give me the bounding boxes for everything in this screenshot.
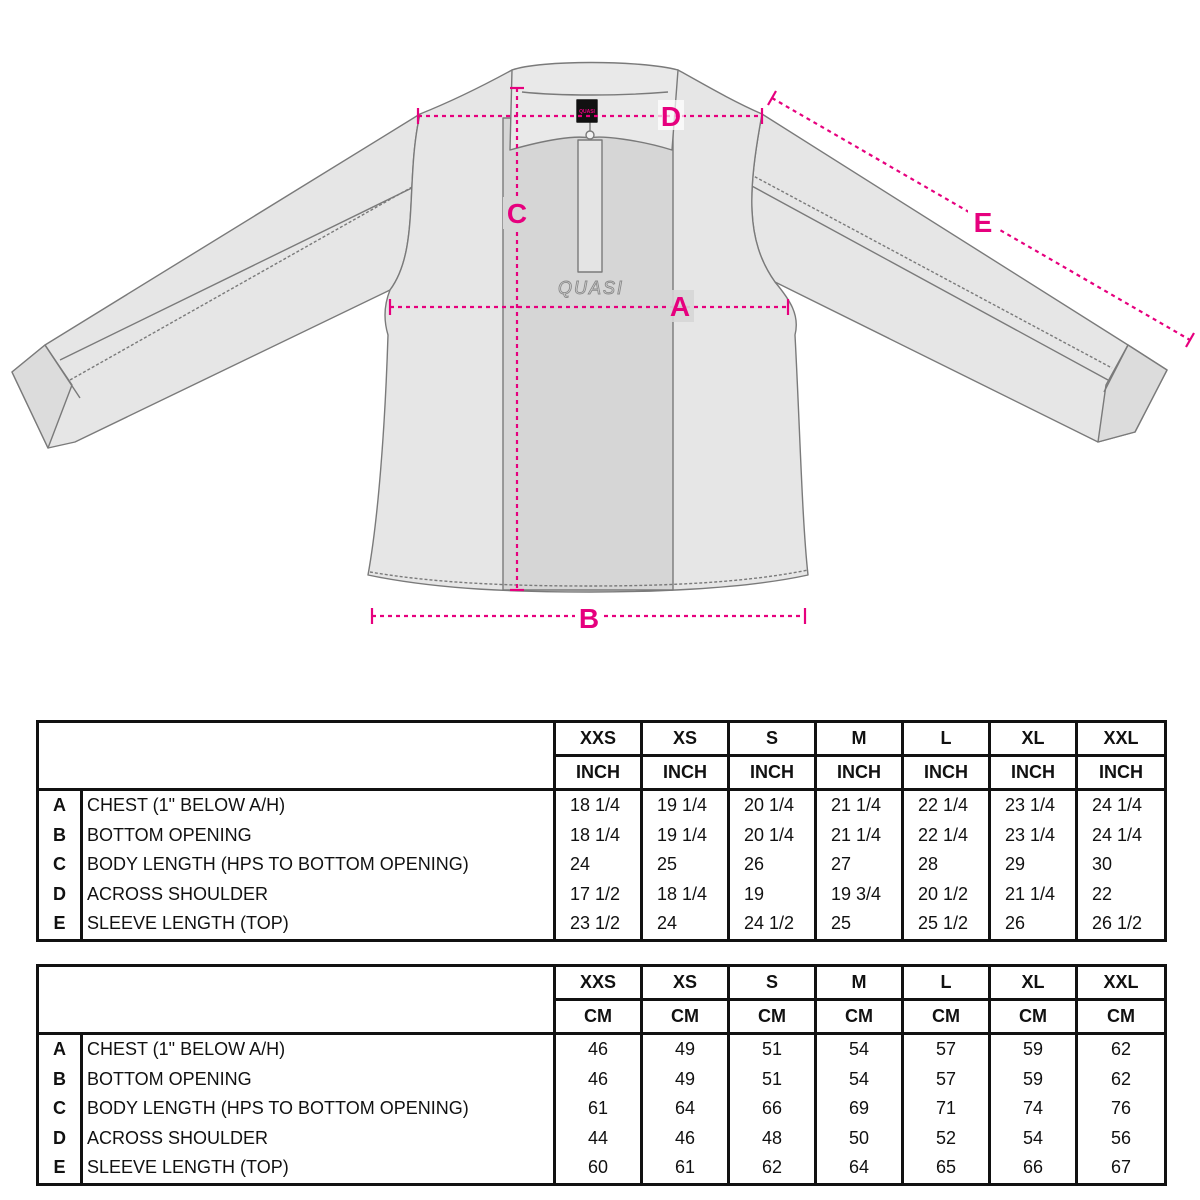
table-row <box>38 821 1166 851</box>
measure-value: 52 <box>903 1124 990 1154</box>
measure-value: 60 <box>555 1153 642 1184</box>
measure-value: 54 <box>816 1065 903 1095</box>
measure-value: 23 1/4 <box>990 790 1077 821</box>
measure-value: 19 3/4 <box>816 880 903 910</box>
size-header: XS <box>642 966 729 1000</box>
size-header: L <box>903 722 990 756</box>
measure-value: 24 1/4 <box>1077 821 1166 851</box>
size-header: XXS <box>555 966 642 1000</box>
unit-header: CM <box>1077 1000 1166 1034</box>
measure-value: 49 <box>642 1034 729 1065</box>
size-header: M <box>816 722 903 756</box>
measure-value: 57 <box>903 1065 990 1095</box>
measure-letter: C <box>38 850 82 880</box>
measure-value: 25 1/2 <box>903 909 990 940</box>
chest-print: QUASI <box>557 278 625 298</box>
size-header: XXS <box>555 722 642 756</box>
measure-value: 59 <box>990 1065 1077 1095</box>
size-header: S <box>729 966 816 1000</box>
measure-value: 20 1/2 <box>903 880 990 910</box>
measure-value: 54 <box>816 1034 903 1065</box>
measure-value: 21 1/4 <box>816 821 903 851</box>
table-row <box>38 880 1166 910</box>
unit-header: INCH <box>642 756 729 790</box>
unit-header: CM <box>816 1000 903 1034</box>
measure-name: ACROSS SHOULDER <box>82 880 555 910</box>
measure-letter: D <box>38 880 82 910</box>
measure-value: 56 <box>1077 1124 1166 1154</box>
label-b: B <box>578 603 600 634</box>
measure-value: 26 <box>990 909 1077 940</box>
size-header: M <box>816 966 903 1000</box>
measure-value: 21 1/4 <box>990 880 1077 910</box>
unit-header: INCH <box>1077 756 1166 790</box>
measure-value: 67 <box>1077 1153 1166 1184</box>
label-e: E <box>973 207 993 238</box>
measure-name: SLEEVE LENGTH (TOP) <box>82 909 555 940</box>
unit-header: CM <box>555 1000 642 1034</box>
measure-value: 25 <box>816 909 903 940</box>
measure-value: 21 1/4 <box>816 790 903 821</box>
measure-value: 64 <box>642 1094 729 1124</box>
measure-value: 24 <box>642 909 729 940</box>
size-header: XXL <box>1077 722 1166 756</box>
measure-letter: E <box>38 909 82 940</box>
measure-value: 51 <box>729 1065 816 1095</box>
size-header: XS <box>642 722 729 756</box>
measure-name: CHEST (1" BELOW A/H) <box>82 790 555 821</box>
label-d: D <box>660 101 682 132</box>
measure-value: 20 1/4 <box>729 821 816 851</box>
size-table-cm <box>36 964 1167 1186</box>
size-header: XL <box>990 966 1077 1000</box>
measure-value: 71 <box>903 1094 990 1124</box>
measure-value: 62 <box>1077 1065 1166 1095</box>
unit-header: CM <box>990 1000 1077 1034</box>
measure-letter: C <box>38 1094 82 1124</box>
measure-value: 64 <box>816 1153 903 1184</box>
size-header: XL <box>990 722 1077 756</box>
measure-value: 59 <box>990 1034 1077 1065</box>
measure-value: 18 1/4 <box>555 821 642 851</box>
size-table-inch <box>36 720 1167 942</box>
measure-value: 66 <box>990 1153 1077 1184</box>
label-c: C <box>506 198 528 229</box>
unit-header: INCH <box>990 756 1077 790</box>
measure-name: BOTTOM OPENING <box>82 1065 555 1095</box>
unit-header: CM <box>729 1000 816 1034</box>
measure-value: 30 <box>1077 850 1166 880</box>
measure-value: 23 1/2 <box>555 909 642 940</box>
unit-header: INCH <box>729 756 816 790</box>
measure-value: 66 <box>729 1094 816 1124</box>
measure-value: 61 <box>642 1153 729 1184</box>
size-header: L <box>903 966 990 1000</box>
measure-value: 24 1/4 <box>1077 790 1166 821</box>
table-corner <box>38 966 555 1034</box>
placket <box>578 140 602 272</box>
measure-name: SLEEVE LENGTH (TOP) <box>82 1153 555 1184</box>
button-icon <box>586 131 594 139</box>
table-corner <box>38 722 555 790</box>
table-row <box>38 1065 1166 1095</box>
unit-header: INCH <box>816 756 903 790</box>
table-row <box>38 850 1166 880</box>
measure-letter: A <box>38 790 82 821</box>
measure-value: 24 1/2 <box>729 909 816 940</box>
measure-name: ACROSS SHOULDER <box>82 1124 555 1154</box>
label-a: A <box>669 291 691 322</box>
table-row <box>38 909 1166 940</box>
measure-value: 46 <box>555 1065 642 1095</box>
size-header: S <box>729 722 816 756</box>
measure-value: 26 <box>729 850 816 880</box>
measure-value: 23 1/4 <box>990 821 1077 851</box>
measure-value: 19 <box>729 880 816 910</box>
measure-value: 74 <box>990 1094 1077 1124</box>
measure-value: 46 <box>642 1124 729 1154</box>
measure-value: 51 <box>729 1034 816 1065</box>
measure-value: 62 <box>729 1153 816 1184</box>
measure-value: 62 <box>1077 1034 1166 1065</box>
measure-value: 28 <box>903 850 990 880</box>
measure-value: 17 1/2 <box>555 880 642 910</box>
measure-letter: A <box>38 1034 82 1065</box>
table-row <box>38 790 1166 821</box>
measure-name: BODY LENGTH (HPS TO BOTTOM OPENING) <box>82 1094 555 1124</box>
measure-value: 20 1/4 <box>729 790 816 821</box>
unit-header: CM <box>903 1000 990 1034</box>
measure-value: 27 <box>816 850 903 880</box>
left-sleeve <box>12 114 420 448</box>
table-row <box>38 1153 1166 1184</box>
neck-label-print: QUASI <box>579 109 595 115</box>
measure-value: 49 <box>642 1065 729 1095</box>
measure-value: 54 <box>990 1124 1077 1154</box>
measure-value: 19 1/4 <box>642 821 729 851</box>
measure-value: 22 <box>1077 880 1166 910</box>
measure-value: 46 <box>555 1034 642 1065</box>
measure-letter: B <box>38 821 82 851</box>
measure-value: 57 <box>903 1034 990 1065</box>
measure-value: 19 1/4 <box>642 790 729 821</box>
measure-value: 44 <box>555 1124 642 1154</box>
measure-value: 22 1/4 <box>903 821 990 851</box>
measure-value: 29 <box>990 850 1077 880</box>
measure-value: 61 <box>555 1094 642 1124</box>
size-header: XXL <box>1077 966 1166 1000</box>
measure-value: 76 <box>1077 1094 1166 1124</box>
unit-header: INCH <box>903 756 990 790</box>
measure-value: 48 <box>729 1124 816 1154</box>
measure-value: 65 <box>903 1153 990 1184</box>
measure-value: 18 1/4 <box>555 790 642 821</box>
measure-value: 69 <box>816 1094 903 1124</box>
table-row <box>38 1124 1166 1154</box>
table-row <box>38 1094 1166 1124</box>
measure-name: BOTTOM OPENING <box>82 821 555 851</box>
measure-value: 24 <box>555 850 642 880</box>
measure-value: 18 1/4 <box>642 880 729 910</box>
table-row <box>38 1034 1166 1065</box>
measure-value: 22 1/4 <box>903 790 990 821</box>
measure-letter: D <box>38 1124 82 1154</box>
measure-value: 50 <box>816 1124 903 1154</box>
unit-header: CM <box>642 1000 729 1034</box>
measure-value: 25 <box>642 850 729 880</box>
unit-header: INCH <box>555 756 642 790</box>
measure-letter: E <box>38 1153 82 1184</box>
measure-name: CHEST (1" BELOW A/H) <box>82 1034 555 1065</box>
measure-name: BODY LENGTH (HPS TO BOTTOM OPENING) <box>82 850 555 880</box>
measure-value: 26 1/2 <box>1077 909 1166 940</box>
measure-letter: B <box>38 1065 82 1095</box>
